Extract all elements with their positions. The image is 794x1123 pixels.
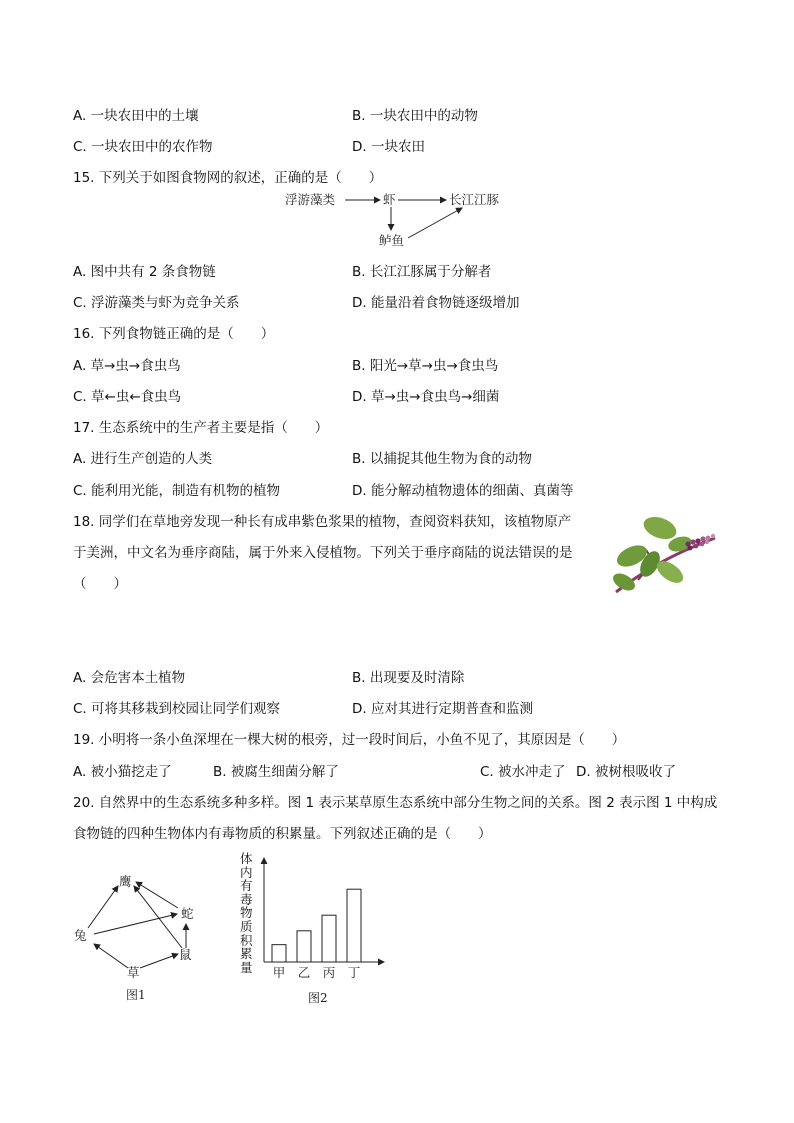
fig2-ylabel-char: 毒 bbox=[240, 891, 253, 907]
fig2-bar-1 bbox=[297, 931, 311, 962]
q14-option-a[interactable]: A. 一块农田中的土壤 bbox=[73, 108, 199, 124]
pokeweed-plant-image bbox=[610, 512, 722, 596]
q17-option-a[interactable]: A. 进行生产创造的人类 bbox=[73, 451, 213, 467]
q16-option-d[interactable]: D. 草→虫→食虫鸟→细菌 bbox=[352, 389, 500, 405]
q18-option-a[interactable]: A. 会危害本土植物 bbox=[73, 670, 186, 686]
fig2-tick-label: 甲 bbox=[272, 965, 286, 980]
q19-option-b[interactable]: B. 被腐生细菌分解了 bbox=[213, 764, 339, 780]
q16-option-c[interactable]: C. 草←虫←食虫鸟 bbox=[73, 389, 182, 405]
fig1-caption: 图1 bbox=[126, 988, 146, 1002]
q15-stem: 15. 下列关于如图食物网的叙述，正确的是（ ） bbox=[73, 170, 383, 186]
arrow-rabbit-to-snake bbox=[94, 914, 177, 934]
fig2-ylabel-char: 质 bbox=[240, 918, 253, 934]
fig2-ylabel-char: 量 bbox=[240, 959, 253, 975]
fig2-tick-label: 乙 bbox=[297, 965, 311, 980]
fig2-tick-label: 丙 bbox=[322, 965, 336, 980]
q14-option-b[interactable]: B. 一块农田中的动物 bbox=[352, 108, 478, 124]
q15-option-d[interactable]: D. 能量沿着食物链逐级增加 bbox=[352, 295, 520, 311]
arrow-snake-to-eagle bbox=[136, 882, 178, 908]
q19-option-d[interactable]: D. 被树根吸收了 bbox=[576, 764, 676, 780]
q17-option-b[interactable]: B. 以捕捉其他生物为食的动物 bbox=[352, 451, 532, 467]
fig2-bar-2 bbox=[322, 915, 336, 962]
q14-option-d[interactable]: D. 一块农田 bbox=[352, 139, 425, 155]
q16-stem: 16. 下列食物链正确的是（ ） bbox=[73, 326, 275, 342]
fig1-rat-label: 鼠 bbox=[179, 947, 192, 962]
fig2-ylabel-char: 有 bbox=[240, 878, 253, 894]
fig2-tick-label: 丁 bbox=[347, 965, 361, 980]
arrow-grass-to-rat bbox=[140, 954, 178, 968]
q18-stem-line2: 于美洲，中文名为垂序商陆，属于外来入侵植物。下列关于垂序商陆的说法错误的是 bbox=[73, 545, 573, 561]
fig2-bar-0 bbox=[272, 945, 286, 962]
fig2-bar-3 bbox=[347, 889, 361, 962]
fig1-eagle-label: 鹰 bbox=[119, 874, 132, 889]
q18-option-d[interactable]: D. 应对其进行定期普查和监测 bbox=[352, 701, 533, 717]
q20-stem-line2: 食物链的四种生物体内有毒物质的积累量。下列叙述正确的是（ ） bbox=[73, 826, 492, 842]
fig1-grass-label: 草 bbox=[127, 965, 140, 980]
q18-option-c[interactable]: C. 可将其移栽到校园让同学们观察 bbox=[73, 701, 281, 717]
q14-option-c[interactable]: C. 一块农田中的农作物 bbox=[73, 139, 213, 155]
q17-option-c[interactable]: C. 能利用光能，制造有机物的植物 bbox=[73, 483, 281, 499]
web-shrimp-label: 虾 bbox=[383, 192, 396, 207]
q15-option-a[interactable]: A. 图中共有 2 条食物链 bbox=[73, 264, 216, 280]
web-algae-label: 浮游藻类 bbox=[285, 192, 336, 207]
arrow-rabbit-to-eagle bbox=[88, 886, 118, 928]
q16-option-a[interactable]: A. 草→虫→食虫鸟 bbox=[73, 358, 181, 374]
fig2-ylabel-char: 体 bbox=[240, 851, 253, 866]
q19-option-a[interactable]: A. 被小猫挖走了 bbox=[73, 764, 172, 780]
fig2-ylabel-char: 物 bbox=[240, 905, 253, 921]
fig1-snake-label: 蛇 bbox=[181, 906, 194, 921]
fig2-ylabel bbox=[240, 852, 254, 974]
q19-stem: 19. 小明将一条小鱼深埋在一棵大树的根旁，过一段时间后，小鱼不见了，其原因是（ ） bbox=[73, 732, 626, 748]
fig2-ylabel-char: 内 bbox=[240, 864, 253, 880]
web-perch-label: 鲈鱼 bbox=[379, 233, 405, 248]
web-dolphin-label: 长江江豚 bbox=[449, 192, 500, 207]
fig2-caption: 图2 bbox=[308, 991, 328, 1005]
q18-stem-line3: （ ） bbox=[73, 576, 127, 592]
arrow-perch-to-dolphin bbox=[408, 208, 462, 238]
q20-figure1-food-web bbox=[70, 868, 210, 1008]
fig2-ylabel-char: 积 bbox=[240, 932, 253, 948]
q15-food-web-diagram bbox=[280, 188, 520, 248]
q15-option-c[interactable]: C. 浮游藻类与虾为竞争关系 bbox=[73, 295, 240, 311]
q19-option-c[interactable]: C. 被水冲走了 bbox=[480, 764, 566, 780]
fig2-ylabel-char: 累 bbox=[240, 946, 253, 962]
q15-option-b[interactable]: B. 长江江豚属于分解者 bbox=[352, 264, 492, 280]
arrow-grass-to-rabbit bbox=[94, 944, 128, 968]
q20-stem-line1: 20. 自然界中的生态系统多种多样。图 1 表示某草原生态系统中部分生物之间的关系。图 2 表示图 1 中构成 bbox=[73, 795, 718, 811]
fig1-rabbit-label: 兔 bbox=[74, 928, 87, 943]
q16-option-b[interactable]: B. 阳光→草→虫→食虫鸟 bbox=[352, 358, 499, 374]
q20-figure2-bar-chart bbox=[256, 852, 396, 1010]
q17-option-d[interactable]: D. 能分解动植物遗体的细菌、真菌等 bbox=[352, 483, 574, 499]
q17-stem: 17. 生态系统中的生产者主要是指（ ） bbox=[73, 420, 329, 436]
q18-option-b[interactable]: B. 出现要及时清除 bbox=[352, 670, 465, 686]
q18-stem-line1: 18. 同学们在草地旁发现一种长有成串紫色浆果的植物，查阅资料获知，该植物原产 bbox=[73, 514, 572, 530]
